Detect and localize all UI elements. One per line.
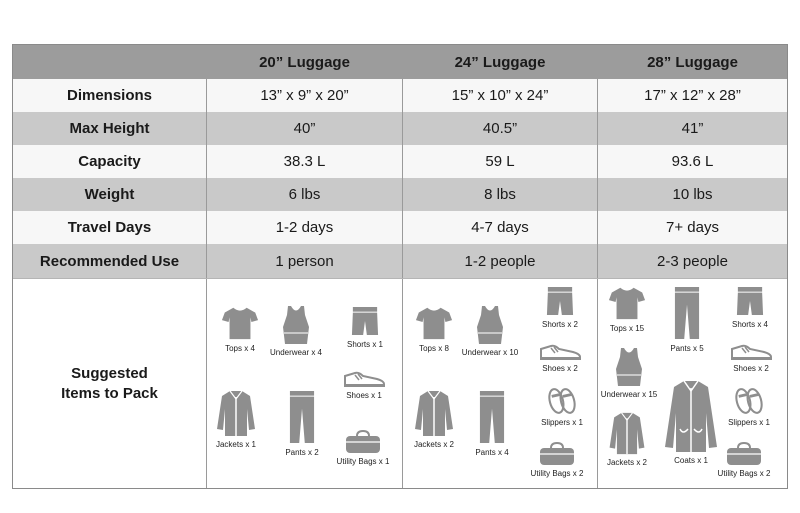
pack-item-caption: Slippers x 1 bbox=[728, 418, 770, 427]
cell-value: 8 lbs bbox=[403, 178, 598, 211]
pack-item bbox=[461, 305, 519, 357]
pants-icon bbox=[674, 285, 700, 341]
pack-item-caption: Pants x 5 bbox=[670, 344, 704, 353]
pack-item-caption: Shoes x 1 bbox=[346, 391, 382, 400]
cell-value: 4-7 days bbox=[403, 211, 598, 244]
pants-icon bbox=[479, 389, 505, 445]
row-label bbox=[13, 279, 207, 488]
pack-item bbox=[215, 305, 265, 353]
shoes-icon bbox=[539, 343, 581, 361]
pack-item-caption: Utility Bags x 2 bbox=[530, 469, 584, 478]
luggage-comparison-table bbox=[12, 44, 788, 489]
cell-value: 1 person bbox=[207, 244, 403, 278]
cell-value: 38.3 L bbox=[207, 145, 403, 178]
row-label: Dimensions bbox=[13, 79, 207, 112]
shorts-icon bbox=[351, 305, 379, 337]
slippers-icon bbox=[547, 387, 577, 415]
cell-value: 41” bbox=[681, 120, 704, 137]
pack-item-caption: Shorts x 4 bbox=[731, 320, 768, 329]
pack-item-caption: Tops x 15 bbox=[609, 324, 645, 333]
header-20-luggage: 20” Luggage bbox=[207, 45, 403, 79]
pack-item-caption: Underwear x 15 bbox=[600, 390, 658, 399]
table-header-row bbox=[13, 45, 787, 79]
pack-item-caption: Underwear x 4 bbox=[269, 348, 323, 357]
pack-item bbox=[602, 411, 652, 467]
pack-item bbox=[277, 389, 327, 457]
pack-item-caption: Jackets x 2 bbox=[413, 440, 454, 449]
header-24-luggage: 24” Luggage bbox=[403, 45, 598, 79]
bag-icon bbox=[539, 442, 575, 466]
row-label: Travel Days bbox=[13, 211, 207, 244]
cell-value: 17” x 12” x 28” bbox=[644, 87, 741, 104]
cell-value: 93.6 L bbox=[671, 153, 714, 170]
cell-value: 13” x 9” x 20” bbox=[207, 79, 403, 112]
cell-value: 7+ days bbox=[666, 219, 719, 236]
pack-item-caption: Shoes x 2 bbox=[733, 364, 769, 373]
row-label: Recommended Use bbox=[13, 244, 207, 278]
pack-item bbox=[664, 379, 718, 465]
cell-value: 15” x 10” x 24” bbox=[403, 79, 598, 112]
table-row-suggested-items bbox=[13, 278, 787, 488]
pack-item bbox=[725, 285, 775, 329]
cell-value: 1-2 days bbox=[207, 211, 403, 244]
pack-label-line1: Suggested bbox=[71, 364, 148, 382]
table-row-weight bbox=[13, 178, 787, 211]
tshirt-icon bbox=[608, 285, 646, 321]
pack-item-caption: Shorts x 2 bbox=[541, 320, 578, 329]
tanktop-icon bbox=[614, 347, 644, 387]
pack-item-caption: Shorts x 1 bbox=[346, 340, 383, 349]
bag-icon bbox=[345, 430, 381, 454]
jacket-icon bbox=[606, 411, 648, 455]
shorts-icon bbox=[736, 285, 764, 317]
pack-list-28 bbox=[598, 279, 787, 488]
pack-item bbox=[600, 347, 658, 399]
table-row-capacity bbox=[13, 145, 787, 178]
pack-item bbox=[339, 370, 389, 400]
pack-item-caption: Underwear x 10 bbox=[461, 348, 519, 357]
tshirt-icon bbox=[221, 305, 259, 341]
pack-item-caption: Utility Bags x 2 bbox=[717, 469, 771, 478]
pack-item bbox=[537, 387, 587, 427]
jacket-icon bbox=[215, 389, 257, 437]
pack-item bbox=[719, 442, 769, 478]
header-corner bbox=[13, 45, 207, 79]
table-row-travel-days bbox=[13, 211, 787, 244]
pack-item-caption: Tops x 8 bbox=[419, 344, 449, 353]
cell-value: 59 L bbox=[403, 145, 598, 178]
shoes-icon bbox=[730, 343, 772, 361]
pack-item bbox=[532, 442, 582, 478]
pack-item-caption: Jackets x 1 bbox=[215, 440, 256, 449]
pack-item-caption: Jackets x 2 bbox=[606, 458, 647, 467]
pack-item-caption: Coats x 1 bbox=[674, 456, 708, 465]
pack-item bbox=[602, 285, 652, 333]
pack-item-caption: Tops x 4 bbox=[225, 344, 255, 353]
pack-item-caption: Pants x 4 bbox=[475, 448, 509, 457]
header-28-luggage: 28” Luggage bbox=[647, 53, 738, 71]
pack-item bbox=[340, 305, 390, 349]
cell-value: 2-3 people bbox=[657, 252, 728, 270]
cell-value: 6 lbs bbox=[207, 178, 403, 211]
cell-value: 40.5” bbox=[403, 112, 598, 145]
pack-item-caption: Slippers x 1 bbox=[541, 418, 583, 427]
pack-item bbox=[409, 305, 459, 353]
row-label: Capacity bbox=[13, 145, 207, 178]
cell-value: 40” bbox=[207, 112, 403, 145]
pack-item bbox=[662, 285, 712, 353]
slippers-icon bbox=[734, 387, 764, 415]
pack-label-line2: Items to Pack bbox=[61, 384, 158, 402]
row-label: Weight bbox=[13, 178, 207, 211]
tshirt-icon bbox=[415, 305, 453, 341]
tanktop-icon bbox=[281, 305, 311, 345]
pack-item bbox=[535, 285, 585, 329]
pack-item bbox=[271, 305, 321, 357]
cell-value: 10 lbs bbox=[672, 186, 713, 203]
pack-item-caption: Pants x 2 bbox=[285, 448, 319, 457]
pack-item bbox=[409, 389, 459, 449]
pack-item bbox=[535, 343, 585, 373]
pack-item bbox=[211, 389, 261, 449]
table-row-dimensions bbox=[13, 79, 787, 112]
shoes-icon bbox=[343, 370, 385, 388]
cell-value: 1-2 people bbox=[403, 244, 598, 278]
pack-item-caption: Utility Bags x 1 bbox=[336, 457, 390, 466]
pack-item bbox=[724, 387, 774, 427]
pants-icon bbox=[289, 389, 315, 445]
shorts-icon bbox=[546, 285, 574, 317]
coat-icon bbox=[664, 379, 718, 453]
table-row-max-height bbox=[13, 112, 787, 145]
row-label: Max Height bbox=[13, 112, 207, 145]
pack-item bbox=[726, 343, 776, 373]
pack-item-caption: Shoes x 2 bbox=[542, 364, 578, 373]
pack-list-20 bbox=[207, 279, 403, 488]
pack-list-24 bbox=[403, 279, 598, 488]
jacket-icon bbox=[413, 389, 455, 437]
pack-item bbox=[467, 389, 517, 457]
pack-item bbox=[338, 430, 388, 466]
bag-icon bbox=[726, 442, 762, 466]
table-row-recommended-use bbox=[13, 244, 787, 278]
tanktop-icon bbox=[475, 305, 505, 345]
